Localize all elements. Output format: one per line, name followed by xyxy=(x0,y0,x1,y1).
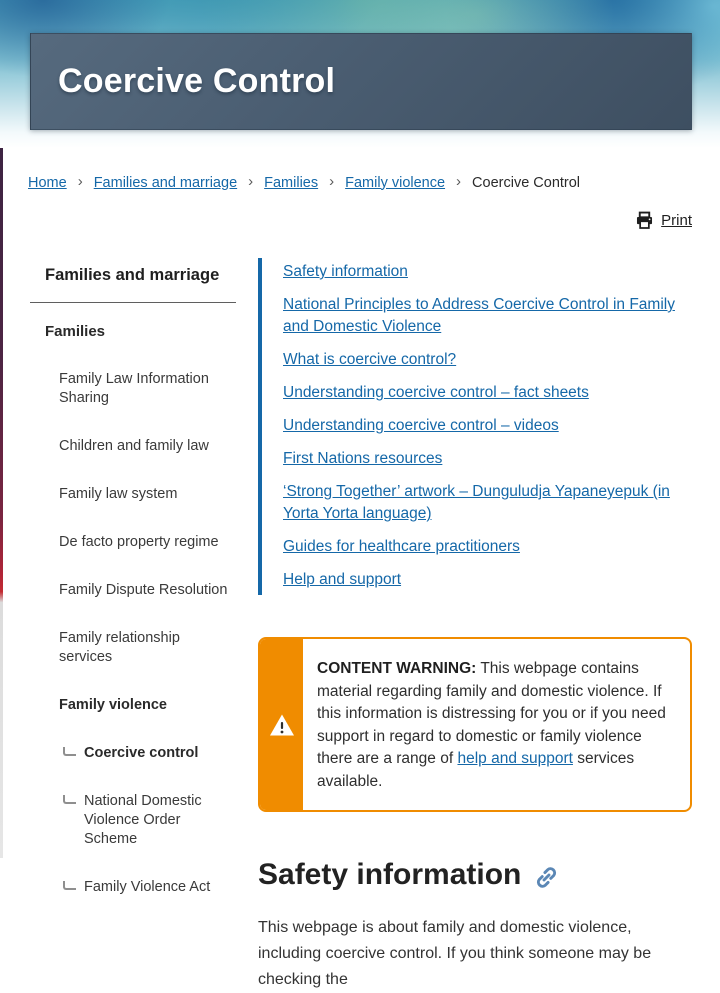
toc-link-guides-for-healthcare-practitioners[interactable]: Guides for healthcare practitioners xyxy=(283,538,520,555)
toc-item xyxy=(283,294,692,338)
print-button[interactable] xyxy=(635,211,692,230)
toc-item xyxy=(283,448,692,470)
sidebar-nav xyxy=(28,322,236,897)
content-warning-box xyxy=(258,637,692,812)
sidebar-item-families[interactable]: Families xyxy=(45,323,106,340)
sidebar-item-family-violence-act[interactable] xyxy=(28,878,236,897)
toc-link-videos[interactable]: Understanding coercive control – videos xyxy=(283,417,559,434)
breadcrumb-separator: › xyxy=(456,173,462,190)
page-title: Coercive Control xyxy=(58,62,336,100)
intro-paragraph: This webpage is about family and domestic violence, including coercive control. If you think someone may be checking the xyxy=(258,919,652,988)
toc-link-what-is-coercive-control[interactable]: What is coercive control? xyxy=(283,351,457,368)
toc-item xyxy=(283,261,692,283)
breadcrumb-current-page: Coercive Control xyxy=(472,174,581,191)
breadcrumb xyxy=(28,174,692,191)
toc-item xyxy=(283,569,692,591)
page-title-panel xyxy=(30,33,692,130)
section-heading-safety-information xyxy=(258,858,692,892)
print-row xyxy=(28,211,692,230)
content-warning-text xyxy=(303,639,690,810)
toc-link-fact-sheets[interactable]: Understanding coercive control – fact sheets xyxy=(283,384,589,401)
help-and-support-link[interactable]: help and support xyxy=(457,750,573,767)
sidebar-item-label: National Domestic Violence Order Scheme xyxy=(84,793,202,847)
sidebar-item-family-violence[interactable]: Family violence xyxy=(59,697,167,713)
toc-link-national-principles[interactable]: National Principles to Address Coercive Control in Family and Domestic Violence xyxy=(283,296,675,335)
breadcrumb-link-home[interactable]: Home xyxy=(28,174,67,191)
toc-item xyxy=(283,415,692,437)
toc-link-strong-together-artwork[interactable]: ‘Strong Together’ artwork – Dunguludja Yapaneyepuk (in Yorta Yorta language) xyxy=(283,483,670,522)
sidebar-item-label: Coercive control xyxy=(84,745,199,761)
sidebar-item-children-and-family-law[interactable]: Children and family law xyxy=(59,438,209,454)
sidebar-item-family-relationship-services[interactable]: Family relationship services xyxy=(59,630,180,665)
sidebar-item-family-law-information-sharing[interactable]: Family Law Information Sharing xyxy=(59,371,209,406)
toc-link-first-nations-resources[interactable]: First Nations resources xyxy=(283,450,443,467)
sidebar-item-family-dispute-resolution[interactable]: Family Dispute Resolution xyxy=(59,582,228,598)
hero-banner xyxy=(0,0,720,148)
sidebar-item-coercive-control[interactable] xyxy=(28,744,236,763)
on-this-page-links xyxy=(258,258,692,595)
breadcrumb-separator: › xyxy=(248,173,254,190)
tree-connector-icon xyxy=(63,795,76,804)
section-heading-text: Safety information xyxy=(258,858,522,891)
sidebar-divider xyxy=(30,302,236,303)
anchor-link-chain-icon[interactable] xyxy=(533,864,560,891)
print-icon xyxy=(635,211,654,230)
content-area xyxy=(28,258,692,993)
sidebar-item-de-facto-property-regime[interactable]: De facto property regime xyxy=(59,534,219,550)
tree-connector-icon xyxy=(63,881,76,890)
content-warning-icon-panel xyxy=(260,639,303,810)
toc-item xyxy=(283,382,692,404)
breadcrumb-separator: › xyxy=(77,173,83,190)
main-content xyxy=(258,258,692,993)
left-edge-stripe xyxy=(0,148,3,858)
toc-link-safety-information[interactable]: Safety information xyxy=(283,263,408,280)
toc-item xyxy=(283,481,692,525)
breadcrumb-link-families-and-marriage[interactable]: Families and marriage xyxy=(93,174,238,191)
tree-connector-icon xyxy=(63,747,76,756)
breadcrumb-link-families[interactable]: Families xyxy=(264,174,319,191)
content-warning-body-text: This webpage contains material regarding family and domestic violence. If this information is distressing for you or if you need support in regard to domestic or family violence there are a range of xyxy=(317,660,666,767)
breadcrumb-separator: › xyxy=(329,173,335,190)
sidebar-item-label: Family Violence Act xyxy=(84,879,211,895)
content-warning-body-text-end: services available. xyxy=(317,750,635,790)
content-warning-label: CONTENT WARNING: xyxy=(317,660,477,677)
toc-item xyxy=(283,349,692,371)
sidebar-heading: Families and marriage xyxy=(45,266,220,284)
warning-triangle-icon xyxy=(269,713,295,737)
sidebar-item-family-law-system[interactable]: Family law system xyxy=(59,486,178,502)
toc-link-help-and-support[interactable]: Help and support xyxy=(283,571,402,588)
sidebar xyxy=(28,258,236,926)
print-label: Print xyxy=(661,212,692,229)
breadcrumb-link-family-violence[interactable]: Family violence xyxy=(345,174,446,191)
sidebar-item-national-domestic-violence-order-scheme[interactable] xyxy=(28,792,236,849)
toc-item xyxy=(283,536,692,558)
